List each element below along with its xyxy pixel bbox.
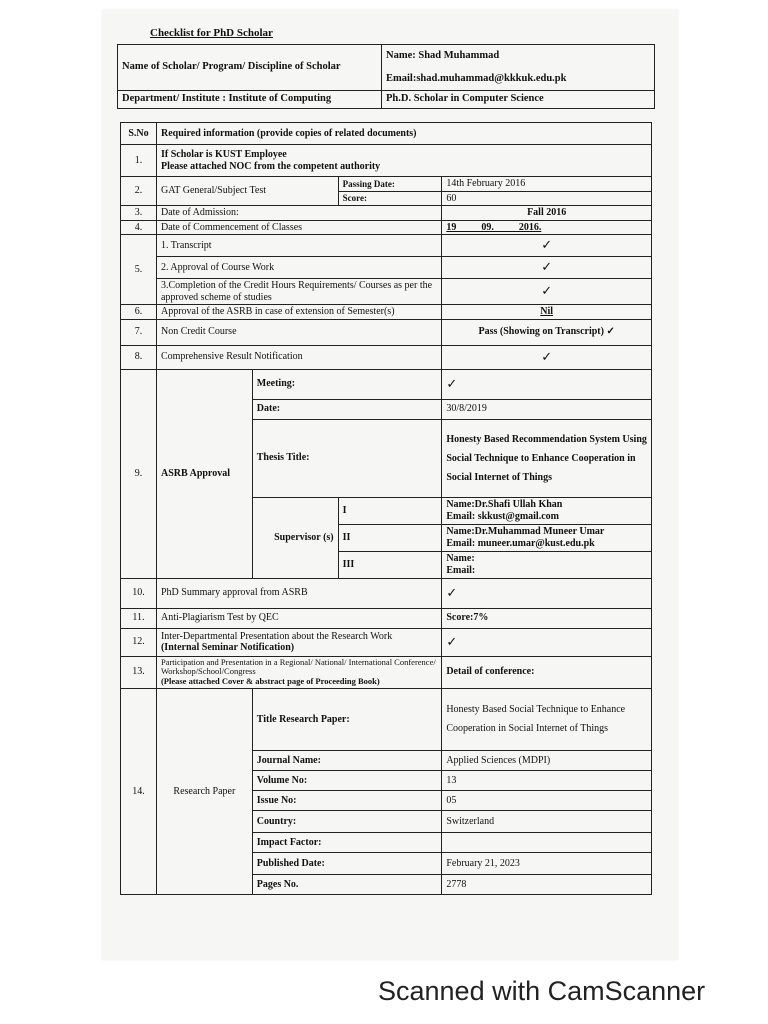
supervisor-3-name: Name: [446,553,475,564]
row11-value: Score:7% [442,608,652,628]
row14-published-value: February 21, 2023 [442,852,652,874]
checklist-table [120,122,652,895]
row12-line1: Inter-Departmental Presentation about the Research Work [160,630,393,642]
row14-journal-value: Applied Sciences (MDPI) [442,750,652,770]
row6-no: 6. [121,305,157,320]
row14-no: 14. [121,688,157,894]
row14-published-label: Published Date: [252,852,442,874]
scholar-info-table [117,44,655,109]
row14-volume-value: 13 [442,770,652,790]
row12-no: 12. [121,628,157,656]
row13-text [156,656,441,688]
row8-check: ✓ [442,345,652,369]
row14-title-label: Title Research Paper: [252,688,442,750]
row1-line1: If Scholar is KUST Employee [160,149,287,160]
row2-score-value: 60 [442,191,652,206]
row14-impact-value [442,832,652,852]
row1-line2: Please attached NOC from the competent authority [160,160,381,172]
scholar-name: Name: Shad Muhammad [386,50,500,62]
row10-label: PhD Summary approval from ASRB [156,578,441,608]
row12-line2: (Internal Seminar Notification) [160,642,295,653]
row5-check-1: ✓ [442,235,652,257]
program-value: Ph.D. Scholar in Computer Science [382,91,655,109]
supervisor-1-email: Email: skkust@gmail.com [446,510,559,522]
col-sno-header: S.No [121,123,157,145]
row13-no: 13. [121,656,157,688]
row5-check-3: ✓ [442,279,652,305]
row14-country-label: Country: [252,810,442,832]
row9-date-label: Date: [252,399,442,419]
row14-title-value: Honesty Based Social Technique to Enhance Cooperation in Social Internet of Things [442,688,652,750]
row14-journal-label: Journal Name: [252,750,442,770]
row6-value: Nil [442,305,652,320]
row11-label: Anti-Plagiarism Test by QEC [156,608,441,628]
row13-line2: (Please attached Cover & abstract page of Proceeding Book) [160,676,380,687]
row14-pages-value: 2778 [442,874,652,894]
row5-coursework: 2. Approval of Course Work [156,257,441,279]
row14-volume-label: Volume No: [252,770,442,790]
row5-transcript: 1. Transcript [156,235,441,257]
scholar-name-email [382,45,655,91]
row13-value: Detail of conference: [442,656,652,688]
row3-label: Date of Admission: [156,206,441,221]
supervisor-2-name: Name:Dr.Muhammad Muneer Umar [446,526,605,537]
row9-no: 9. [121,369,157,578]
col-required-header: Required information (provide copies of related documents) [156,123,651,145]
row2-passing-label: Passing Date: [338,177,442,192]
row7-label: Non Credit Course [156,319,441,345]
row9-supervisor-1 [442,497,652,524]
department-label: Department/ Institute : Institute of Computing [118,91,382,109]
row9-label: ASRB Approval [156,369,252,578]
row9-supervisor-2 [442,524,652,551]
row12-check: ✓ [442,628,652,656]
row9-supervisor-1-no: I [338,497,442,524]
row7-value: Pass (Showing on Transcript) ✓ [442,319,652,345]
row2-passing-value: 14th February 2016 [442,177,652,192]
row5-credit-hours: 3.Completion of the Credit Hours Requirements/ Courses as per the approved scheme of studies [156,279,441,305]
row9-supervisor-3-no: III [338,551,442,578]
row9-supervisor-label: Supervisor (s) [252,497,338,578]
row4-no: 4. [121,220,157,235]
row13-line1: Participation and Presentation in a Regional/ National/ International Conference/ Workshop/School/Congress [160,656,436,677]
row3-no: 3. [121,206,157,221]
row9-supervisor-3 [442,551,652,578]
row10-no: 10. [121,578,157,608]
row5-no: 5. [121,235,157,305]
row9-date-value: 30/8/2019 [442,399,652,419]
row8-no: 8. [121,345,157,369]
row4-label: Date of Commencement of Classes [156,220,441,235]
camscanner-watermark: Scanned with CamScanner [378,976,706,1006]
row4-value: 19 09. 2016. [442,220,652,235]
supervisor-1-name: Name:Dr.Shafi Ullah Khan [446,499,563,510]
row14-issue-value: 05 [442,790,652,810]
row9-meeting-label: Meeting: [252,369,442,399]
row10-check: ✓ [442,578,652,608]
row1-text [156,145,651,177]
row7-no: 7. [121,319,157,345]
row2-label: GAT General/Subject Test [156,177,338,206]
row14-impact-label: Impact Factor: [252,832,442,852]
page-title: Checklist for PhD Scholar [150,27,273,39]
row11-no: 11. [121,608,157,628]
row3-value: Fall 2016 [442,206,652,221]
row6-label: Approval of the ASRB in case of extension of Semester(s) [156,305,441,320]
row12-text [156,628,441,656]
scholar-email: Email:shad.muhammad@kkkuk.edu.pk [386,72,567,84]
row5-check-2: ✓ [442,257,652,279]
row14-pages-label: Pages No. [252,874,442,894]
supervisor-2-email: Email: muneer.umar@kust.edu.pk [446,537,595,549]
row9-supervisor-2-no: II [338,524,442,551]
row14-issue-label: Issue No: [252,790,442,810]
row14-country-value: Switzerland [442,810,652,832]
row14-label: Research Paper [156,688,252,894]
row1-no: 1. [121,145,157,177]
row9-thesis-label: Thesis Title: [252,419,442,497]
scholar-label: Name of Scholar/ Program/ Discipline of Scholar [118,45,382,91]
row9-meeting-check: ✓ [442,369,652,399]
row9-thesis-value: Honesty Based Recommendation System Using Social Technique to Enhance Cooperation in Social Internet of Things [442,419,652,497]
row2-no: 2. [121,177,157,206]
row2-score-label: Score: [338,191,442,206]
row8-label: Comprehensive Result Notification [156,345,441,369]
supervisor-3-email: Email: [446,564,476,576]
